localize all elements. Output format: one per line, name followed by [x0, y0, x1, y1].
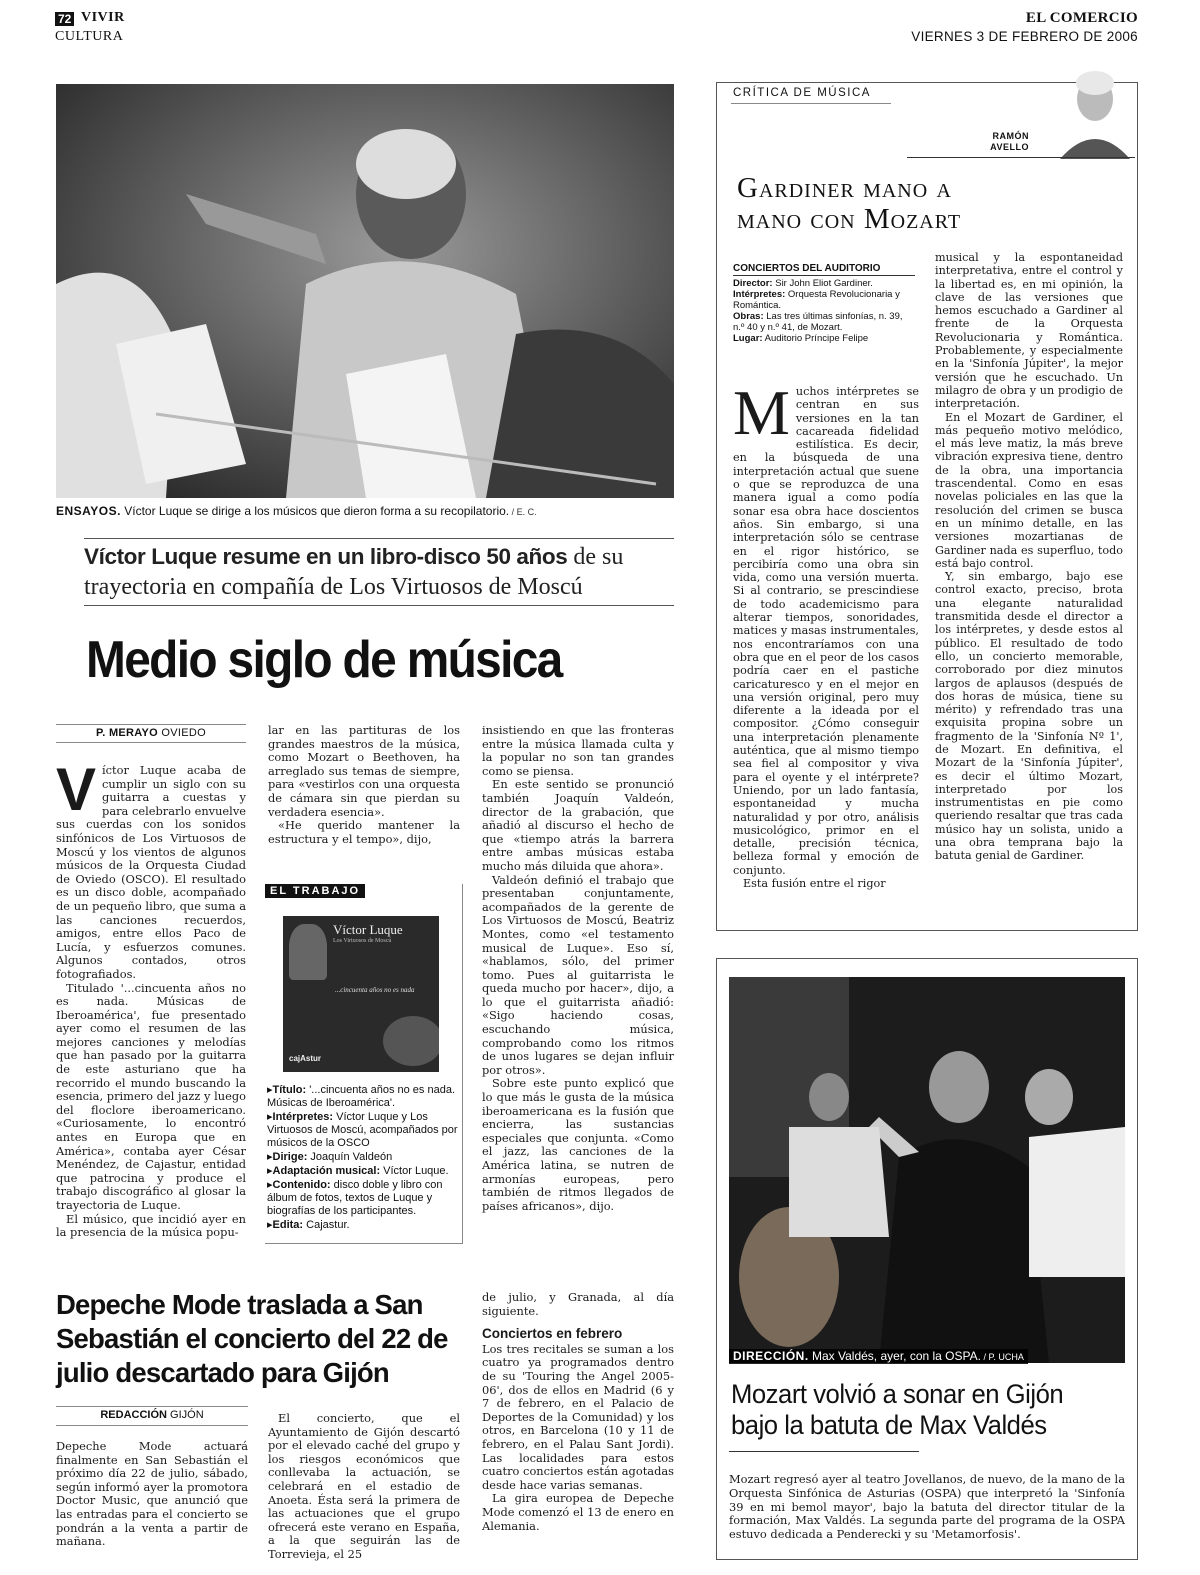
ospa-caption-text: Max Valdés, ayer, con la OSPA. [808, 1349, 981, 1363]
depeche-subhead: Conciertos en febrero [482, 1326, 623, 1342]
kicker [84, 542, 674, 602]
paragraph: Esta fusión entre el rigor [743, 876, 886, 890]
paragraph: El músico, que incidió ayer en la presencia de la música popu- [56, 1211, 246, 1240]
kicker-rule-top [84, 538, 674, 539]
concert-facts [733, 263, 915, 344]
ospa-box [716, 958, 1138, 1560]
caption-text: Víctor Luque se dirige a los músicos que dieron forma a su recopilatorio. [120, 504, 510, 518]
box-item-value: Víctor Luque y Los Virtuosos de Moscú, acompañados por músicos de la OSCO [267, 1111, 458, 1149]
box-item-value: '...cincuenta años no es nada. Músicas de Iberoamérica'. [267, 1084, 456, 1109]
box-item-value: Víctor Luque. [380, 1165, 449, 1177]
review-section-rule [731, 103, 891, 104]
box-item: ▸Intérpretes: Víctor Luque y Los Virtuosos de Moscú, acompañados por músicos de la OSCO [267, 1111, 458, 1149]
paragraph: El concierto, que el Ayuntamiento de Gijón descartó por el elevado caché del grupo y los riesgos económicos que conllevaba la actuación, se celebrará en el estadio de Anoeta. Ésta será la primera de las actuaciones que el grupo ofrecerá este verano en España, a la que seguirán las de Torrevieja, el 25 [268, 1411, 460, 1561]
box-item-label: Contenido: [272, 1179, 331, 1191]
fact-value: Las tres últimas sinfonías, n. 39, n.º 40 y n.º 41, de Mozart. [733, 311, 903, 333]
box-item-value: Cajastur. [303, 1219, 350, 1231]
box-details [267, 1084, 461, 1233]
el-trabajo-box [265, 884, 463, 1244]
review-column-2 [935, 251, 1123, 863]
box-item: ▸Edita: Cajastur. [267, 1219, 350, 1231]
author-portrait [1055, 69, 1135, 159]
depeche-byline-rule-bottom [56, 1425, 248, 1426]
paragraph: En el Mozart de Gardiner, el más pequeño motivo melódico, el más leve matiz, la más breve vibración expresiva tiene, dentro de la obra, una importancia trascendental. Como en esas novelas policiales en las que la resolución del crimen se busca en un mínimo detalle, en las versiones mozartianas de Gardiner nada es superfluo, todo está bajo control. [935, 410, 1123, 570]
caption-credit: / E. C. [509, 507, 537, 517]
paragraph: insistiendo en que las fronteras entre la música llamada culta y la popular no son tan grandes como se piensa. [482, 723, 674, 778]
main-article-column-1 [56, 756, 246, 1240]
fact-item [733, 289, 915, 311]
paragraph: Sobre este punto explicó que lo que más le gusta de la música iberoamericana es la fusión que encierra, las sustancias especiales que conjunta. «Como el jazz, las canciones de la América latina, se nutren de armonías europeas, pero también de ritmos llegados de países africanos», dijo. [482, 1076, 674, 1213]
section-name: VIVIR [81, 10, 125, 25]
fact-item [733, 278, 915, 289]
cover-title: ...cincuenta años no es nada [335, 986, 415, 994]
paragraph: Titulado '...cincuenta años no es nada. Músicas de Iberoamérica', fue presentado ayer como el resumen de las mejores canciones y melodías que han pasado por la guitarra de este asturiano que ha recorrido el mundo buscando la esencia, primero del jazz y luego del floclore iberoamericano. «Curiosamente, lo encontró antes en Europa que en América», contaba ayer César Menéndez, de Cajastur, entidad que patrocina y produce el trabajo discográfico al glosar la trayectoria de Luque. [56, 980, 246, 1212]
author-first-name: RAMÓN [992, 131, 1029, 141]
byline-rule [56, 724, 246, 725]
depeche-byline-place: GIJÓN [166, 1409, 204, 1421]
fact-item [733, 311, 915, 333]
review-headline-line1: Gardiner mano a [737, 172, 952, 204]
box-item-value: disco doble y libro con álbum de fotos, textos de Luque y biografías de los participantes. [267, 1179, 443, 1217]
review-dropcap: M [733, 377, 790, 448]
page-number: 72 [55, 12, 74, 26]
review-column-1 [733, 377, 919, 890]
facts-title: CONCIERTOS DEL AUDITORIO [733, 263, 915, 276]
depeche-headline: Depeche Mode traslada a San Sebastián el concierto del 22 de julio descartado para Gijón [56, 1289, 448, 1388]
cover-brand: cajAstur [289, 1054, 322, 1063]
review-section: CRÍTICA DE MÚSICA [733, 87, 871, 99]
fact-label: Director: [733, 278, 773, 289]
byline [56, 727, 246, 739]
paragraph: lar en las partituras de los grandes maestros de la música, como Mozart o Beethoven, ha arreglado sus temas de siempre, para «vestirlos con una orquesta de cámara sin que pierdan su verdadera esencia». [268, 723, 460, 819]
depeche-column-1 [56, 1440, 248, 1549]
byline-author: P. MERAYO [96, 727, 159, 739]
paragraph: íctor Luque acaba de cumplir un siglo con su guitarra a cuestas y para celebrarlo envuelve sus cuerdas con los sonidos sinfónicos de Los Virtuosos de Moscú y los vientos de algunos músicos de la Orquesta Ciudad de Oviedo (OSCO). El resultado es un disco doble, acompañado de un pequeño libro, que suma a las canciones recuerdos, amigos, entre ellos Paco de Lucía, y esfuerzos comunes. Algunos contados, otros fotografiados. [56, 763, 246, 981]
paragraph: Valdeón definió el trabajo que presentaban conjuntamente, acompañados de la gerente de Los Virtuosos de Moscú, Beatriz Montes, como «el testamento musical de Luque». Eso sí, «hablamos, sólo, del primer tomo. Pues al guitarrista le queda mucho por hacer», dijo, a lo que el guitarrista añadió: «Sigo haciendo cosas, escuchando música, comprobando como los ritmos de unos lugares se dejan influir por otros». [482, 872, 674, 1077]
rehearsal-photo [56, 84, 674, 498]
cover-guitar [383, 1016, 439, 1066]
fact-value: Auditorio Príncipe Felipe [762, 333, 869, 344]
depeche-byline-author: REDACCIÓN [100, 1409, 167, 1421]
kicker-rest: de su trayectoria en compañía de Los Virtuosos de Moscú [84, 544, 624, 600]
ospa-text: Mozart regresó ayer al teatro Jovellanos, de nuevo, de la mano de la Orquesta Sinfónica de Asturias (OSPA) que interpretó la 'Sinfonía 39 en mi bemol mayor', bajo la batuta del director titular de la formación, Max Valdés. La segunda parte del programa de la OSPA estuvo dedicada a Penderecki y su 'Metamorfosis'. [729, 1472, 1125, 1542]
box-item-label: Edita: [272, 1219, 304, 1231]
byline-rule-bottom [56, 742, 246, 743]
paragraph: Y, sin embargo, bajo ese control exacto, preciso, brota una elegante naturalidad transmitida desde el director a los intérpretes, y desde estos al público. El resultado de todo ello, un concierto memorable, corroborado por diez minutos largos de aplausos (después de dos horas de música, tiene su mérito) y refrendado tras una exquisita propina sobre un fragmento de la 'Sinfonía Nº 1', de Mozart. En definitiva, el Mozart de la 'Sinfonía Júpiter', es decir el último Mozart, interpretado por los instrumentistas en pie como queriendo resaltar que tras cada músico hay un solista, unido a una obra temprana bajo la batuta genial de Gardiner. [935, 570, 1123, 863]
dropcap: V [56, 756, 97, 823]
box-item: ▸Contenido: disco doble y libro con álbum de fotos, textos de Luque y biografías de los participantes. [267, 1179, 443, 1217]
subsection-name: CULTURA [55, 29, 124, 44]
author-photo [1055, 69, 1135, 159]
author-rule [907, 157, 1135, 158]
ospa-photo-image [729, 977, 1125, 1363]
box-item: ▸Título: '...cincuenta años no es nada. Músicas de Iberoamérica'. [267, 1084, 456, 1109]
fact-label: Obras: [733, 311, 764, 322]
depeche-column-2 [268, 1412, 460, 1562]
main-article-column-3 [482, 724, 674, 1213]
author-name [979, 131, 1029, 153]
box-item-value: Joaquín Valdeón [307, 1151, 393, 1163]
rehearsal-photo-image [56, 84, 674, 498]
box-item: ▸Adaptación musical: Víctor Luque. [267, 1165, 449, 1177]
ospa-rule [729, 1451, 919, 1452]
fact-label: Intérpretes: [733, 289, 786, 300]
review-headline-line2: mano con Mozart [737, 203, 962, 235]
kicker-bold: Víctor Luque resume en un libro-disco 50 años [84, 544, 568, 569]
depeche-byline-rule [56, 1406, 248, 1407]
main-article-column-2 [268, 724, 460, 846]
ospa-caption [729, 1349, 1028, 1364]
issue-date: VIERNES 3 DE FEBRERO DE 2006 [911, 29, 1138, 44]
paragraph: de julio, y Granada, al día siguiente. [482, 1290, 674, 1318]
paragraph: Depeche Mode actuará finalmente en San Sebastián el próximo día 22 de julio, sábado, según informó ayer la promotora Doctor Music, que anunció que las entradas para el concierto se pondrán a la venta a partir de mañana. [56, 1439, 248, 1549]
page-header [55, 10, 1138, 48]
fact-value: Orquesta Revolucionaria y Romántica. [733, 289, 900, 311]
fact-value: Sir John Eliot Gardiner. [772, 278, 873, 289]
depeche-column-3 [482, 1291, 674, 1533]
paragraph: «He querido mantener la estructura y el tempo», dijo, [268, 818, 460, 846]
ospa-caption-label: DIRECCIÓN. [733, 1349, 809, 1363]
paragraph: uchos intérpretes se centran en sus versiones en la tan cacareada fidelidad estilística. Es decir, en la búsqueda de una interpretación actual que suene o que se reproduzca de una manera igual a como podía sonar esa obra hace doscientos años. Sin embargo, si una interpretación sólo se centrase en el rigor histórico, se percibiría como una obra sin vida, como una versión muerta. Si al contrario, se prescindiese de todo academicismo para alterar tiempos, sonoridades, matices y masas instrumentales, nos encontraríamos con una obra que en el peor de los casos podría caer en el pastiche caricaturesco y en el mejor en una versión original, pero muy diferente a la ideada por el compositor. ¿Cómo conseguir una interpretación plenamente auténtica, que al mismo tiempo sea fiel al compositor y viva para el oyente y el intérprete? Uniendo, por un lado fantasía, espontaneidad y mucha naturalidad y por otro, análisis musicológico, primor en el detalle, precisión técnica, belleza formal y emoción de conjunto. [733, 385, 919, 877]
box-item-label: Dirige: [272, 1151, 308, 1163]
ospa-photo [729, 977, 1125, 1363]
box-item-label: Adaptación musical: [272, 1165, 381, 1177]
ospa-headline: Mozart volvió a sonar en Gijón bajo la batuta de Max Valdés [731, 1379, 1064, 1440]
box-item-label: Intérpretes: [272, 1111, 334, 1123]
cover-portrait [289, 924, 327, 980]
fact-item [733, 333, 915, 344]
ospa-caption-credit: / P. UCHA [980, 1352, 1024, 1362]
author-last-name: AVELLO [990, 142, 1029, 152]
box-item-label: Título: [272, 1084, 307, 1096]
fact-label: Lugar: [733, 333, 763, 344]
rehearsal-photo-caption [56, 504, 676, 518]
caption-label: ENSAYOS. [56, 504, 121, 518]
paragraph: La gira europea de Depeche Mode comenzó el 13 de enero en Alemania. [482, 1491, 674, 1533]
paragraph: musical y la espontaneidad interpretativa, entre el control y la libertad es, en mi opinión, la clave de las versiones que hemos escuchado a Gardiner al frente de la Orquesta Revolucionaria y Romántica. Probablemente, y especialmente en la 'Sinfonía Júpiter', la mejor versión que he escuchado. Un milagro de obra y un prodigio de interpretación. [935, 251, 1123, 411]
kicker-rule-bottom [84, 605, 674, 606]
box-title: EL TRABAJO [265, 884, 365, 898]
album-cover [283, 916, 439, 1072]
main-headline: Medio siglo de música [86, 631, 562, 689]
box-item: ▸Dirige: Joaquín Valdeón [267, 1151, 393, 1163]
review-headline [737, 173, 961, 235]
byline-place: OVIEDO [158, 727, 206, 739]
newspaper-name: EL COMERCIO [1025, 10, 1138, 26]
review-box [716, 82, 1138, 931]
paragraph: En este sentido se pronunció también Joaquín Valdeón, director de la grabación, que añadió al discurso el hecho de que «tiempo atrás la barrera entre ambas músicas estaba mucho más diluida que ahora». [482, 777, 674, 873]
depeche-byline [56, 1409, 248, 1421]
cover-artist: Víctor Luque [333, 922, 403, 937]
cover-subtitle: Los Virtuosos de Moscú [333, 938, 392, 944]
paragraph: Los tres recitales se suman a los cuatro ya programados dentro de su 'Touring the Angel 2005-06', dos de ellos en Madrid (6 y 7 de febrero, en el Palacio de Deportes de la Comunidad) y los otros, en Barcelona (10 y 11 de febrero, en el Palau Sant Jordi). Las localidades para estos cuatro conciertos están agotadas desde hace varias semanas. [482, 1341, 674, 1492]
